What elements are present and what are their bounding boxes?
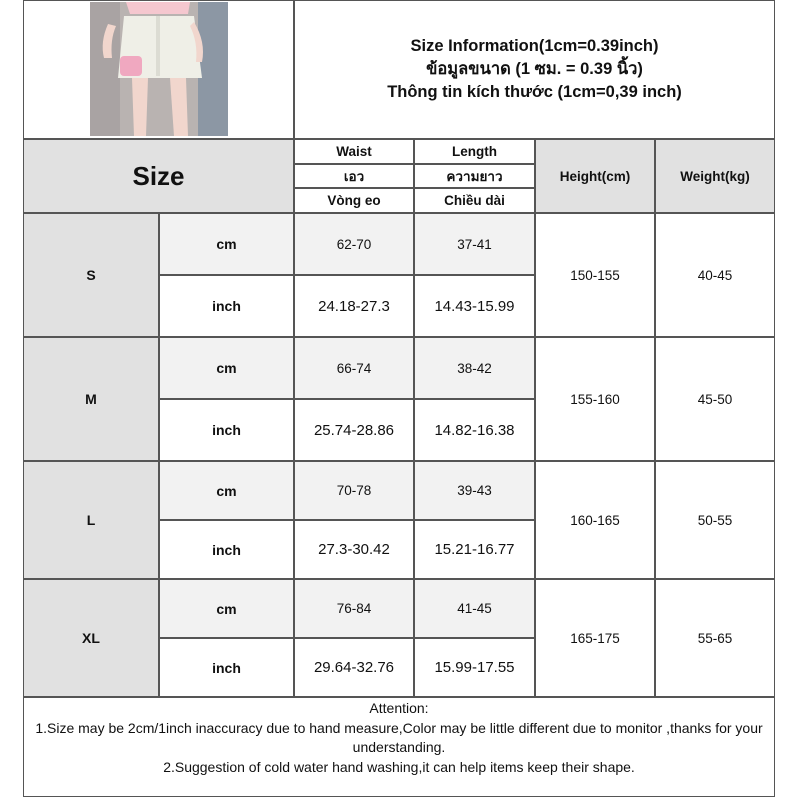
size-m-waist-cm: 66-74 bbox=[294, 337, 414, 399]
size-l-waist-cm: 70-78 bbox=[294, 461, 414, 520]
size-xl-label: XL bbox=[23, 579, 159, 697]
size-m-label: M bbox=[23, 337, 159, 461]
title-english: Size Information(1cm=0.39inch) bbox=[410, 37, 659, 55]
size-xl-length-cm: 41-45 bbox=[414, 579, 535, 638]
size-xl-unit-inch: inch bbox=[159, 638, 294, 697]
attention-notes bbox=[23, 697, 775, 797]
size-s-length-cm: 37-41 bbox=[414, 213, 535, 275]
attention-heading: Attention: bbox=[369, 700, 429, 716]
length-header-en: Length bbox=[414, 139, 535, 164]
size-s-waist-inch: 24.18-27.3 bbox=[294, 275, 414, 337]
size-m-length-inch: 14.82-16.38 bbox=[414, 399, 535, 461]
size-l-label: L bbox=[23, 461, 159, 579]
size-l-length-cm: 39-43 bbox=[414, 461, 535, 520]
title-thai: ข้อมูลขนาด (1 ซม. = 0.39 นิ้ว) bbox=[426, 60, 643, 78]
size-m-length-cm: 38-42 bbox=[414, 337, 535, 399]
size-l-weight: 50-55 bbox=[655, 461, 775, 579]
size-s-waist-cm: 62-70 bbox=[294, 213, 414, 275]
size-s-unit-inch: inch bbox=[159, 275, 294, 337]
size-xl-length-inch: 15.99-17.55 bbox=[414, 638, 535, 697]
size-l-unit-cm: cm bbox=[159, 461, 294, 520]
size-m-height: 155-160 bbox=[535, 337, 655, 461]
size-l-height: 160-165 bbox=[535, 461, 655, 579]
product-photo bbox=[90, 2, 228, 136]
size-xl-waist-inch: 29.64-32.76 bbox=[294, 638, 414, 697]
size-m-unit-cm: cm bbox=[159, 337, 294, 399]
size-header: Size bbox=[23, 139, 294, 213]
size-xl-unit-cm: cm bbox=[159, 579, 294, 638]
length-header-vi: Chiều dài bbox=[414, 188, 535, 213]
size-l-length-inch: 15.21-16.77 bbox=[414, 520, 535, 579]
size-xl-waist-cm: 76-84 bbox=[294, 579, 414, 638]
size-s-length-inch: 14.43-15.99 bbox=[414, 275, 535, 337]
size-xl-height: 165-175 bbox=[535, 579, 655, 697]
size-m-unit-inch: inch bbox=[159, 399, 294, 461]
length-header-th: ความยาว bbox=[414, 164, 535, 188]
size-s-weight: 40-45 bbox=[655, 213, 775, 337]
title-vietnamese: Thông tin kích thước (1cm=0,39 inch) bbox=[387, 83, 682, 101]
size-m-weight: 45-50 bbox=[655, 337, 775, 461]
waist-header-th: เอว bbox=[294, 164, 414, 188]
size-m-waist-inch: 25.74-28.86 bbox=[294, 399, 414, 461]
attention-line-1: 1.Size may be 2cm/1inch inaccuracy due to hand measure,Color may be little different due to monitor ,thanks for your understanding. bbox=[35, 719, 763, 755]
size-xl-weight: 55-65 bbox=[655, 579, 775, 697]
waist-header-vi: Vòng eo bbox=[294, 188, 414, 213]
size-chart bbox=[23, 0, 775, 797]
waist-header-en: Waist bbox=[294, 139, 414, 164]
size-l-unit-inch: inch bbox=[159, 520, 294, 579]
attention-line-2: 2.Suggestion of cold water hand washing,it can help items keep their shape. bbox=[163, 758, 635, 775]
weight-header: Weight(kg) bbox=[655, 139, 775, 213]
size-info-title bbox=[294, 0, 775, 139]
size-s-unit-cm: cm bbox=[159, 213, 294, 275]
size-l-waist-inch: 27.3-30.42 bbox=[294, 520, 414, 579]
height-header: Height(cm) bbox=[535, 139, 655, 213]
size-s-label: S bbox=[23, 213, 159, 337]
size-s-height: 150-155 bbox=[535, 213, 655, 337]
